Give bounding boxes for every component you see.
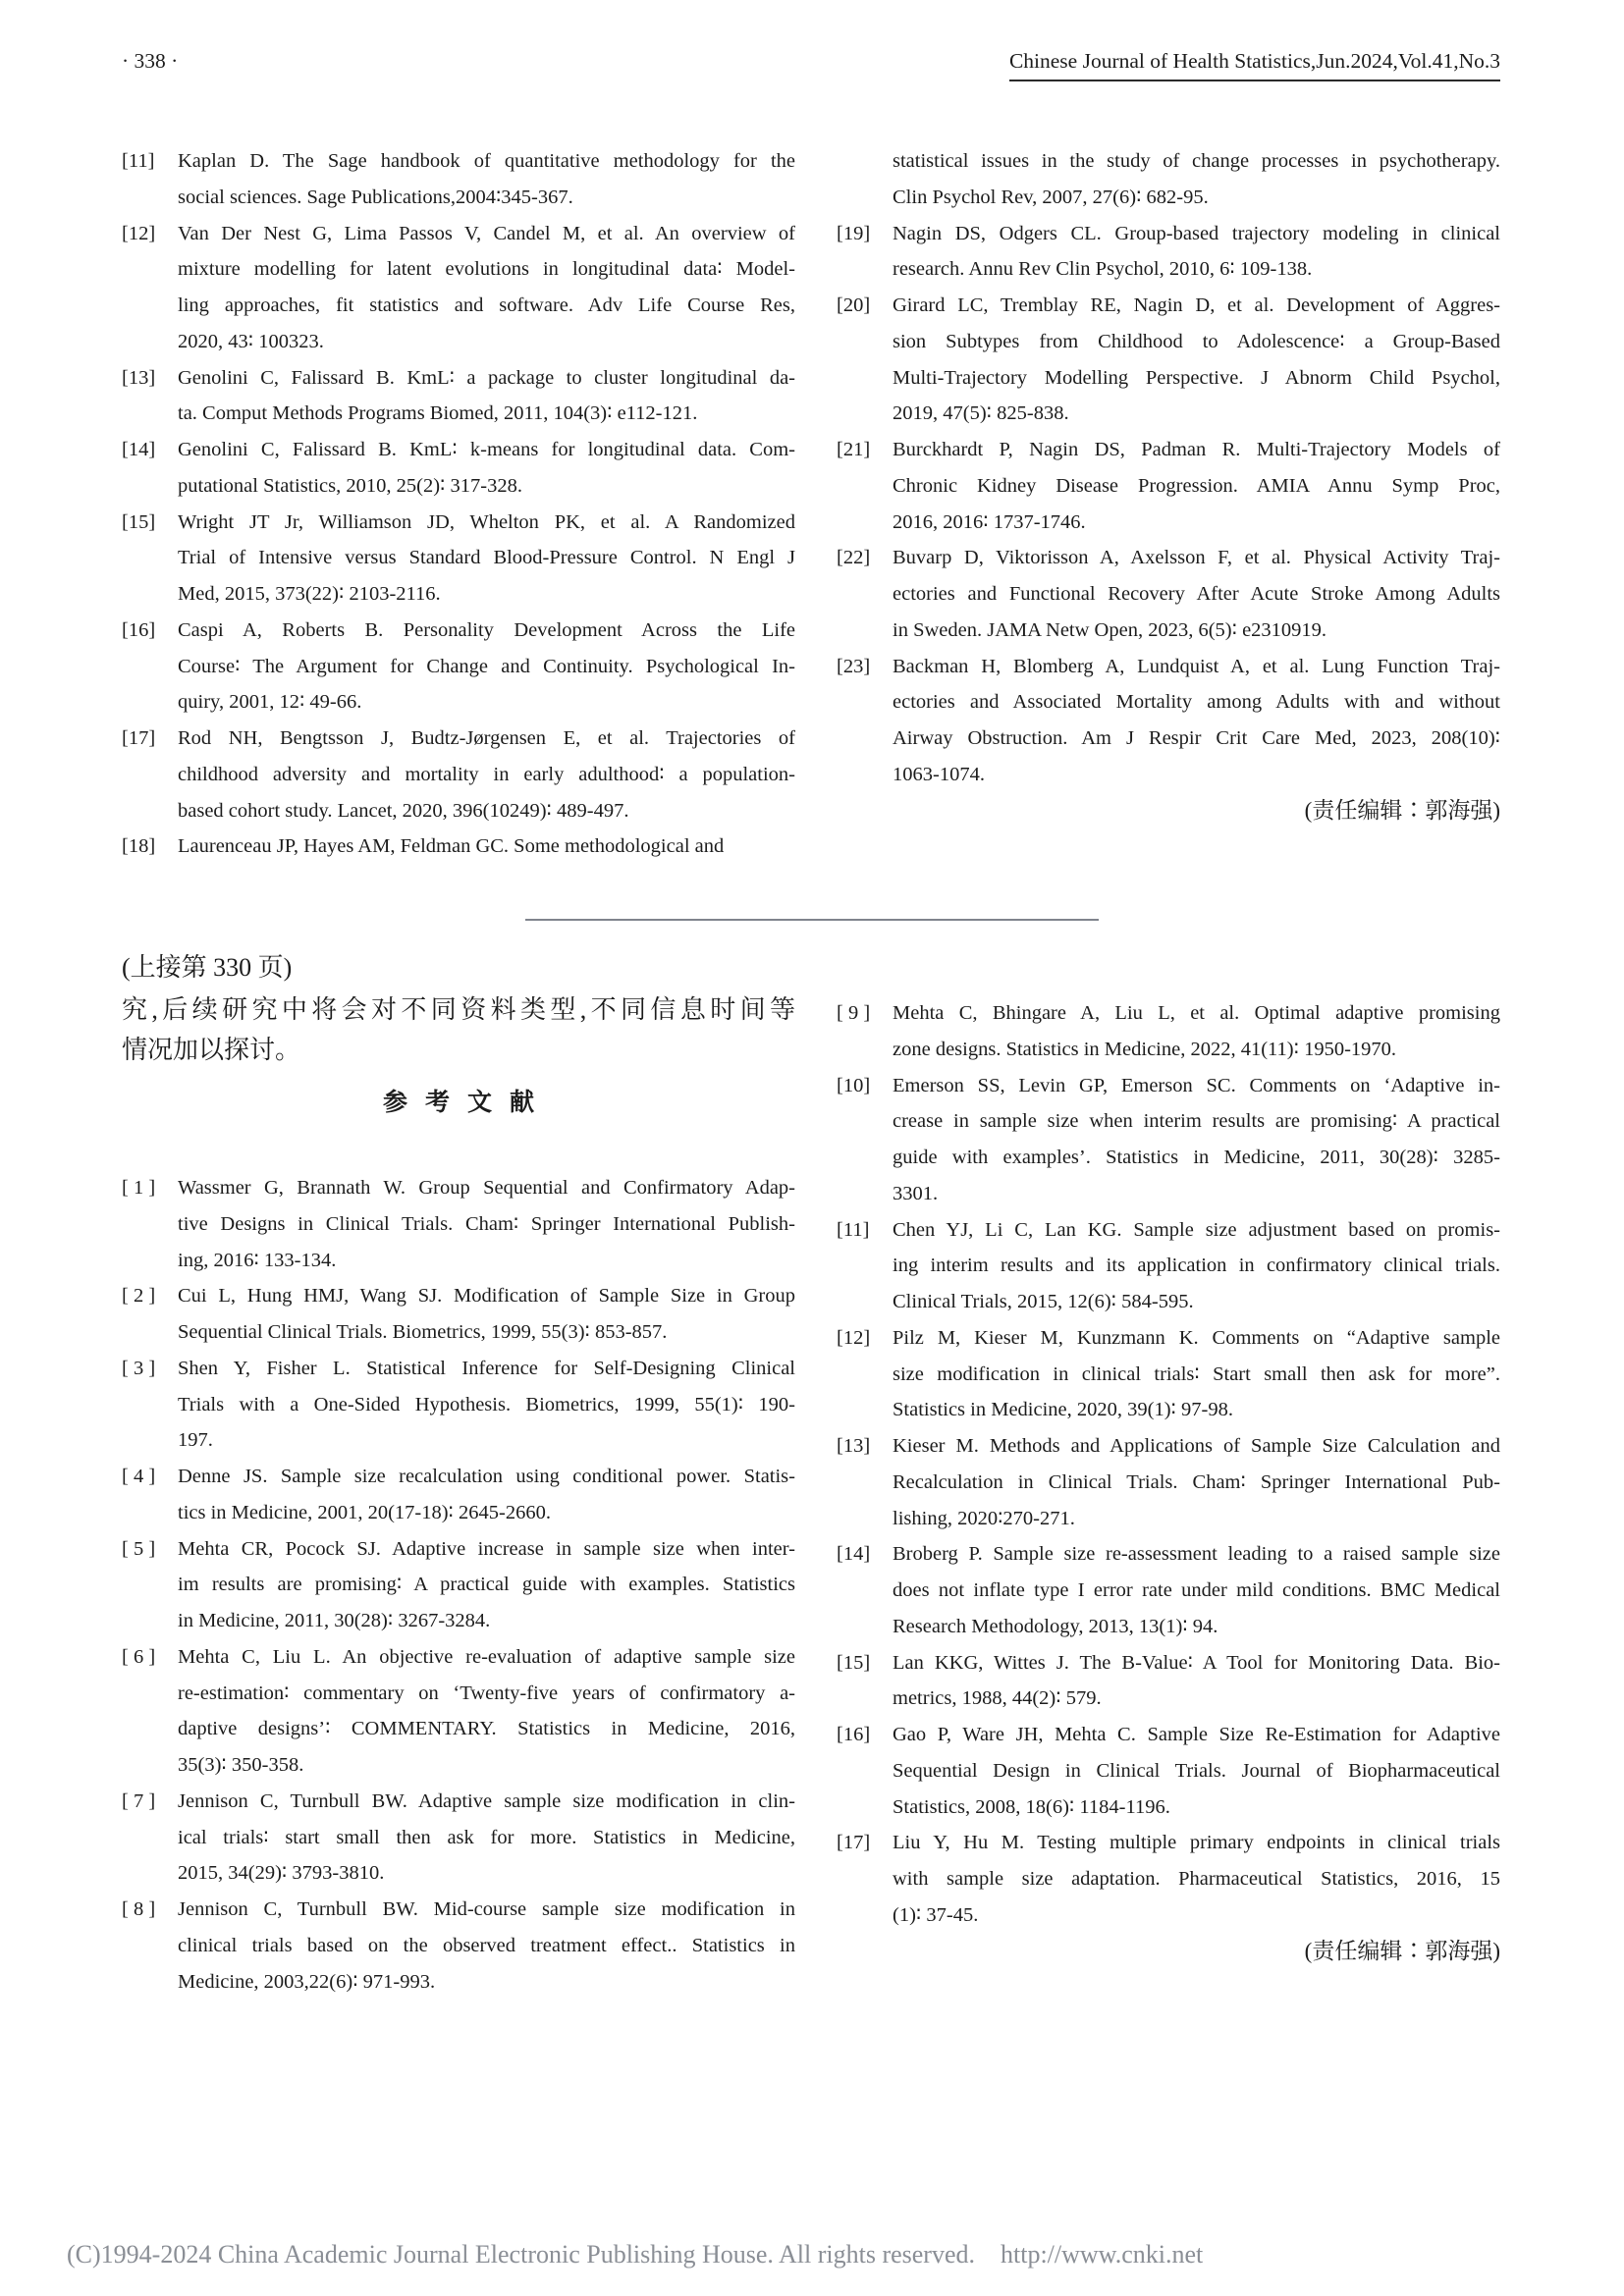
reference-item (122, 1278, 795, 1351)
continued-article-section (122, 946, 1500, 2000)
reference-item (122, 505, 795, 613)
reference-number: [16] (837, 1724, 871, 1745)
reference-number: [19] (837, 222, 871, 244)
reference-text: Liu Y, Hu M. Testing multiple primary endpoints in clinical trials with sample size adaptation. Pharmaceutical Statistics, 2016, 15 (1)∶ 37-45. (893, 1832, 1500, 1926)
reference-number: [15] (122, 510, 156, 533)
page-footer (54, 2211, 1203, 2269)
reference-number: [17] (837, 1832, 871, 1854)
references-section-top (122, 143, 1500, 865)
reference-text: Wassmer G, Brannath W. Group Sequential and Confirmatory Adap- tive Designs in Clinical Trials. Cham∶ Springer International Publish- ing, 2016∶ 133-134. (178, 1177, 795, 1271)
reference-item (122, 216, 795, 360)
reference-number: [17] (122, 727, 156, 749)
reference-text: Genolini C, Falissard B. KmL∶ k-means for longitudinal data. Com- putational Statistics, 2010, 25(2)∶ 317-328. (178, 439, 795, 497)
reference-number: [12] (122, 222, 156, 244)
reference-text: Mehta C, Liu L. An objective re-evaluation of adaptive sample size re-estimation∶ commentary on ‘Twenty-five years of confirmatory a- daptive designs’∶ COMMENTARY. Statistics in Medicine, 2016, 35(3)∶ 350-358. (178, 1645, 795, 1776)
reference-number: [ 1 ] (122, 1177, 156, 1199)
reference-item (837, 216, 1500, 289)
reference-item (837, 1645, 1500, 1718)
reference-list-left (122, 1170, 795, 2000)
reference-number: [20] (837, 294, 871, 316)
continued-column-left (122, 946, 795, 2000)
reference-item (122, 432, 795, 505)
reference-item (122, 1351, 795, 1459)
reference-text: Caspi A, Roberts B. Personality Development Across the Life Course∶ The Argument for Change and Continuity. Psychological In- quiry, 2001, 12∶ 49-66. (178, 618, 795, 714)
reference-text: Kieser M. Methods and Applications of Sample Size Calculation and Recalculation in Clinical Trials. Cham∶ Springer International Pub- lishing, 2020∶270-271. (893, 1435, 1500, 1529)
reference-number: [ 4 ] (122, 1466, 156, 1487)
reference-number: [13] (122, 366, 156, 389)
reference-number (837, 143, 893, 216)
reference-text: Wright JT Jr, Williamson JD, Whelton PK, et al. A Randomized Trial of Intensive versus Standard Blood-Pressure Control. N Engl J Med, 2015, 373(22)∶ 2103-2116. (178, 510, 795, 605)
reference-number: [14] (122, 439, 156, 460)
reference-text: Jennison C, Turnbull BW. Mid-course sample size modification in clinical trials based on the observed treatment effect.. Statistics in Medicine, 2003,22(6)∶ 971-993. (178, 1898, 795, 1993)
editor-note: (责任编辑∶郭海强) (1304, 1938, 1500, 1963)
reference-text: Rod NH, Bengtsson J, Budtz-Jørgensen E, et al. Trajectories of childhood adversity and mortality in early adulthood∶ a population- based cohort study. Lancet, 2020, 396(10249)∶ 489-497. (178, 727, 795, 822)
reference-text: Chen YJ, Li C, Lan KG. Sample size adjustment based on promis- ing interim results and its application in confirmatory clinical trials. Clinical Trials, 2015, 12(6)∶ 584-595. (893, 1218, 1500, 1312)
reference-text: Mehta C, Bhingare A, Liu L, et al. Optimal adaptive promising zone designs. Statistics in Medicine, 2022, 41(11)∶ 1950-1970. (893, 1002, 1500, 1060)
reference-item (122, 1531, 795, 1639)
reference-item (837, 432, 1500, 540)
reference-item (122, 143, 795, 216)
reference-number: [ 6 ] (122, 1645, 156, 1668)
article-divider (525, 919, 1099, 921)
reference-list-left (122, 143, 795, 865)
body-paragraph-line: 究,后续研究中将会对不同资料类型,不同信息时间等 (122, 995, 795, 1024)
reference-number: [ 2 ] (122, 1285, 156, 1308)
reference-text: Kaplan D. The Sage handbook of quantitative methodology for the social sciences. Sage Publications,2004∶345-367. (178, 150, 795, 208)
reference-number: [15] (837, 1651, 871, 1674)
references-heading: 参考文献 (382, 1090, 552, 1116)
reference-item (122, 1639, 795, 1784)
journal-title: Chinese Journal of Health Statistics,Jun.2024,Vol.41,No.3 (1009, 49, 1500, 81)
reference-text: Cui L, Hung HMJ, Wang SJ. Modification of Sample Size in Group Sequential Clinical Trials. Biometrics, 1999, 55(3)∶ 853-857. (178, 1285, 795, 1343)
reference-number: [ 8 ] (122, 1898, 156, 1920)
reference-text: Laurenceau JP, Hayes AM, Feldman GC. Some methodological and (178, 835, 725, 858)
page-header (122, 49, 1500, 81)
reference-item (122, 613, 795, 721)
reference-item (122, 1459, 795, 1531)
reference-text: statistical issues in the study of change processes in psychotherapy. Clin Psychol Rev, 2007, 27(6)∶ 682-95. (893, 150, 1500, 208)
reference-item (837, 1068, 1500, 1212)
reference-number: [22] (837, 547, 871, 569)
reference-number: [10] (837, 1074, 871, 1096)
reference-text: Emerson SS, Levin GP, Emerson SC. Comments on ‘Adaptive in- crease in sample size when interim results are promising∶ A practical guide with examples’. Statistics in Medicine, 2011, 30(28)∶ 3285- 3301. (893, 1074, 1500, 1204)
reference-number: [12] (837, 1326, 871, 1349)
reference-item (837, 995, 1500, 1068)
reference-text: Van Der Nest G, Lima Passos V, Candel M, et al. An overview of mixture modelling for latent evolutions in longitudinal data∶ Model- ling approaches, fit statistics and software. Adv Life Course Res, 2020, 43∶ 100323. (178, 222, 795, 352)
continued-column-right (837, 995, 1500, 2000)
reference-text: Nagin DS, Odgers CL. Group-based trajectory modeling in clinical research. Annu Rev Clin Psychol, 2010, 6∶ 109-138. (893, 222, 1500, 281)
reference-item (122, 721, 795, 828)
reference-number: [ 7 ] (122, 1789, 156, 1812)
reference-item (122, 1892, 795, 2000)
reference-text: Burckhardt P, Nagin DS, Padman R. Multi-Trajectory Models of Chronic Kidney Disease Progression. AMIA Annu Symp Proc, 2016, 2016∶ 1737-1746. (893, 439, 1500, 533)
reference-item (837, 1825, 1500, 1933)
reference-number: [ 3 ] (122, 1357, 156, 1379)
reference-item (837, 1717, 1500, 1825)
reference-item (837, 649, 1500, 793)
reference-text: Broberg P. Sample size re-assessment leading to a raised sample size does not inflate type I error rate under mild conditions. BMC Medical Research Methodology, 2013, 13(1)∶ 94. (893, 1543, 1500, 1637)
reference-text: Shen Y, Fisher L. Statistical Inference for Self-Designing Clinical Trials with a One-Sided Hypothesis. Biometrics, 1999, 55(1)∶ 190- 197. (178, 1357, 795, 1452)
reference-number: [23] (837, 655, 871, 677)
reference-column-right (837, 143, 1500, 865)
reference-item (837, 143, 1500, 216)
reference-number: [14] (837, 1543, 871, 1566)
reference-list-right (837, 995, 1500, 1934)
editor-note: (责任编辑∶郭海强) (1304, 797, 1500, 823)
reference-text: Backman H, Blomberg A, Lundquist A, et al. Lung Function Traj- ectories and Associated Mortality among Adults with and without Airway Obstruction. Am J Respir Crit Care Med, 2023, 208(10)∶ 1063-1074. (893, 655, 1500, 785)
reference-number: [16] (122, 618, 156, 641)
reference-text: Girard LC, Tremblay RE, Nagin D, et al. Development of Aggres- sion Subtypes from Childhood to Adolescence∶ a Group-Based Multi-Trajectory Modelling Perspective. J Abnorm Child Psychol, 2019, 47(5)∶ 825-838. (893, 294, 1500, 425)
reference-number: [11] (837, 1218, 870, 1241)
reference-item (122, 360, 795, 433)
reference-text: Pilz M, Kieser M, Kunzmann K. Comments on “Adaptive sample size modification in clinical trials∶ Start small then ask for more”. Statistics in Medicine, 2020, 39(1)∶ 97-98. (893, 1326, 1500, 1421)
reference-item (837, 1536, 1500, 1644)
copyright-text: (C)1994-2024 China Academic Journal Electronic Publishing House. All rights reserved. http://www.cnki.net (67, 2240, 1204, 2269)
reference-text: Mehta CR, Pocock SJ. Adaptive increase in sample size when inter- im results are promising∶ A practical guide with examples. Statistics in Medicine, 2011, 30(28)∶ 3267-3284. (178, 1537, 795, 1631)
reference-item (122, 828, 795, 865)
reference-list-right (837, 143, 1500, 793)
reference-item (837, 1428, 1500, 1536)
page-number: · 338 · (122, 49, 179, 73)
reference-item (837, 1212, 1500, 1320)
body-paragraph-line: 情况加以探讨。 (122, 1036, 301, 1064)
reference-number: [ 5 ] (122, 1537, 156, 1560)
reference-number: [21] (837, 439, 871, 460)
reference-number: [13] (837, 1435, 871, 1457)
reference-item (122, 1170, 795, 1278)
reference-text: Lan KKG, Wittes J. The B-Value∶ A Tool for Monitoring Data. Bio- metrics, 1988, 44(2)∶ 579. (893, 1651, 1500, 1710)
reference-number: [ 9 ] (837, 1002, 871, 1024)
reference-number: [18] (122, 835, 156, 858)
reference-text: Jennison C, Turnbull BW. Adaptive sample size modification in clin- ical trials∶ start small then ask for more. Statistics in Medicine, 2015, 34(29)∶ 3793-3810. (178, 1789, 795, 1885)
reference-text: Genolini C, Falissard B. KmL∶ a package to cluster longitudinal da- ta. Comput Methods Programs Biomed, 2011, 104(3)∶ e112-121. (178, 366, 795, 425)
reference-text: Buvarp D, Viktorisson A, Axelsson F, et al. Physical Activity Traj- ectories and Functional Recovery After Acute Stroke Among Adults in Sweden. JAMA Netw Open, 2023, 6(5)∶ e2310919. (893, 547, 1500, 641)
reference-item (122, 1784, 795, 1892)
reference-item (837, 288, 1500, 432)
continuation-note: (上接第 330 页) (122, 953, 293, 982)
reference-text: Gao P, Ware JH, Mehta C. Sample Size Re-Estimation for Adaptive Sequential Design in Clinical Trials. Journal of Biopharmaceutical Statistics, 2008, 18(6)∶ 1184-1196. (893, 1724, 1500, 1818)
reference-item (837, 1320, 1500, 1428)
reference-text: Denne JS. Sample size recalculation using conditional power. Statis- tics in Medicine, 2001, 20(17-18)∶ 2645-2660. (178, 1466, 795, 1523)
reference-item (837, 540, 1500, 648)
reference-number: [11] (122, 150, 155, 172)
